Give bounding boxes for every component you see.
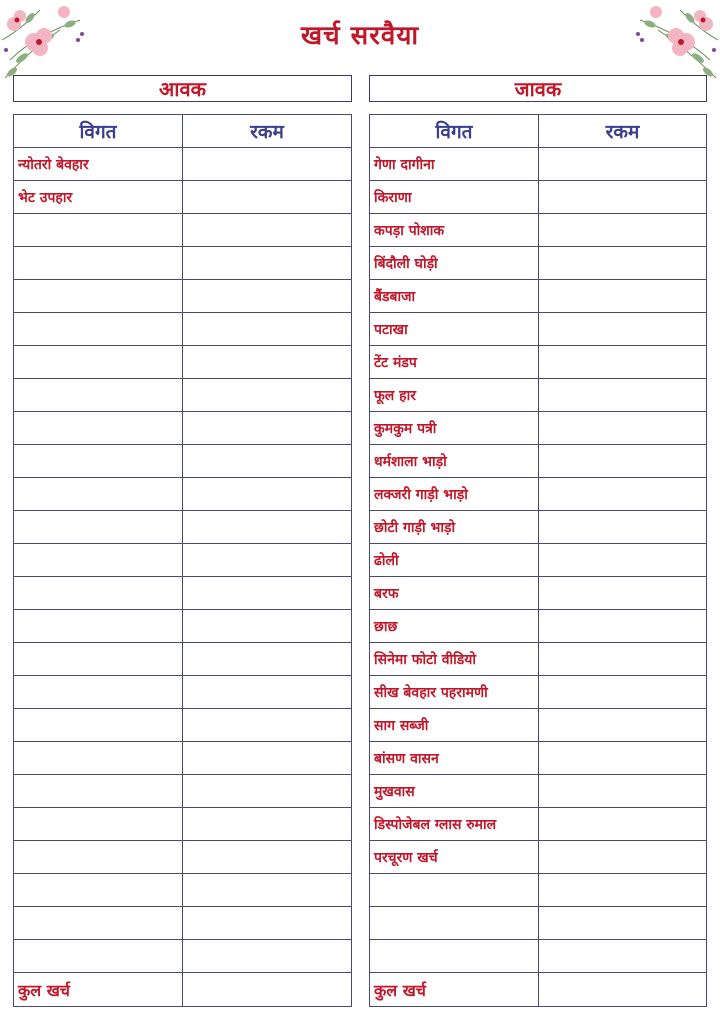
total-label: कुल खर्च bbox=[370, 973, 539, 1007]
amount-cell[interactable] bbox=[539, 445, 707, 478]
table-row bbox=[370, 478, 707, 511]
amount-cell[interactable] bbox=[539, 808, 707, 841]
item-cell[interactable]: बैंडबाजा bbox=[370, 280, 539, 313]
table-row bbox=[14, 544, 352, 577]
table-row bbox=[370, 940, 707, 973]
table-row bbox=[14, 676, 352, 709]
item-cell[interactable]: किराणा bbox=[370, 181, 539, 214]
amount-cell[interactable] bbox=[183, 181, 352, 214]
amount-cell[interactable] bbox=[183, 808, 352, 841]
total-row bbox=[370, 973, 707, 1007]
table-row bbox=[370, 346, 707, 379]
item-cell[interactable] bbox=[14, 676, 183, 709]
table-row bbox=[14, 478, 352, 511]
table-row bbox=[14, 379, 352, 412]
amount-cell[interactable] bbox=[539, 874, 707, 907]
table-row bbox=[14, 841, 352, 874]
amount-cell[interactable] bbox=[539, 940, 707, 973]
amount-cell[interactable] bbox=[539, 313, 707, 346]
table-row bbox=[370, 313, 707, 346]
amount-cell[interactable] bbox=[539, 676, 707, 709]
table-row bbox=[370, 544, 707, 577]
amount-cell[interactable] bbox=[539, 775, 707, 808]
amount-cell[interactable] bbox=[183, 313, 352, 346]
amount-cell[interactable] bbox=[539, 577, 707, 610]
item-cell[interactable]: छाछ bbox=[370, 610, 539, 643]
item-cell[interactable] bbox=[14, 775, 183, 808]
amount-cell[interactable] bbox=[539, 346, 707, 379]
item-cell[interactable] bbox=[14, 379, 183, 412]
amount-cell[interactable] bbox=[539, 907, 707, 940]
table-row bbox=[14, 313, 352, 346]
table-row bbox=[370, 148, 707, 181]
table-row bbox=[14, 808, 352, 841]
table-row bbox=[14, 346, 352, 379]
table-row bbox=[14, 742, 352, 775]
table-row bbox=[370, 280, 707, 313]
table-row bbox=[14, 610, 352, 643]
amount-cell[interactable] bbox=[539, 412, 707, 445]
amount-cell[interactable] bbox=[183, 379, 352, 412]
amount-cell[interactable] bbox=[183, 709, 352, 742]
table-row bbox=[370, 907, 707, 940]
amount-cell[interactable] bbox=[539, 643, 707, 676]
table-row bbox=[370, 742, 707, 775]
table-row bbox=[14, 643, 352, 676]
amount-cell[interactable] bbox=[183, 610, 352, 643]
table-row bbox=[14, 940, 352, 973]
table-row bbox=[370, 181, 707, 214]
item-cell[interactable] bbox=[14, 940, 183, 973]
item-cell[interactable]: सिनेमा फोटो वीडियो bbox=[370, 643, 539, 676]
expense-col-item: विगत bbox=[370, 115, 539, 148]
item-cell[interactable]: टेंट मंडप bbox=[370, 346, 539, 379]
table-row bbox=[14, 181, 352, 214]
item-cell[interactable]: मुखवास bbox=[370, 775, 539, 808]
amount-cell[interactable] bbox=[183, 478, 352, 511]
item-cell[interactable] bbox=[14, 610, 183, 643]
item-cell[interactable] bbox=[14, 346, 183, 379]
table-row bbox=[370, 610, 707, 643]
table-row bbox=[370, 709, 707, 742]
amount-cell[interactable] bbox=[539, 478, 707, 511]
income-heading: आवक bbox=[13, 75, 352, 102]
total-amount-cell[interactable] bbox=[539, 973, 707, 1007]
amount-cell[interactable] bbox=[539, 742, 707, 775]
amount-cell[interactable] bbox=[183, 412, 352, 445]
amount-cell[interactable] bbox=[539, 181, 707, 214]
item-cell[interactable]: ढोली bbox=[370, 544, 539, 577]
table-row bbox=[370, 643, 707, 676]
item-cell[interactable] bbox=[14, 577, 183, 610]
item-cell[interactable]: न्योतरो बेवहार bbox=[14, 148, 183, 181]
amount-cell[interactable] bbox=[183, 148, 352, 181]
item-cell[interactable] bbox=[14, 511, 183, 544]
table-row bbox=[370, 214, 707, 247]
amount-cell[interactable] bbox=[183, 775, 352, 808]
item-cell[interactable] bbox=[14, 907, 183, 940]
amount-cell[interactable] bbox=[183, 577, 352, 610]
amount-cell[interactable] bbox=[539, 280, 707, 313]
amount-cell[interactable] bbox=[183, 280, 352, 313]
table-row bbox=[14, 445, 352, 478]
item-cell[interactable] bbox=[14, 742, 183, 775]
table-row bbox=[14, 280, 352, 313]
item-cell[interactable] bbox=[370, 940, 539, 973]
item-cell[interactable]: परचूरण खर्च bbox=[370, 841, 539, 874]
item-cell[interactable] bbox=[14, 445, 183, 478]
table-row bbox=[14, 775, 352, 808]
item-cell[interactable]: छोटी गाड़ी भाड़ो bbox=[370, 511, 539, 544]
item-cell[interactable]: साग सब्जी bbox=[370, 709, 539, 742]
table-row bbox=[14, 247, 352, 280]
amount-cell[interactable] bbox=[539, 544, 707, 577]
item-cell[interactable]: बांसण वासन bbox=[370, 742, 539, 775]
amount-cell[interactable] bbox=[183, 841, 352, 874]
amount-cell[interactable] bbox=[183, 907, 352, 940]
item-cell[interactable] bbox=[14, 214, 183, 247]
total-row bbox=[14, 973, 352, 1007]
table-row bbox=[370, 775, 707, 808]
expense-col-amount: रकम bbox=[539, 115, 707, 148]
item-cell[interactable]: सीख बेवहार पहरामणी bbox=[370, 676, 539, 709]
item-cell[interactable] bbox=[370, 874, 539, 907]
amount-cell[interactable] bbox=[183, 874, 352, 907]
total-amount-cell[interactable] bbox=[183, 973, 352, 1007]
table-row bbox=[370, 412, 707, 445]
expense-heading: जावक bbox=[369, 75, 707, 102]
amount-cell[interactable] bbox=[539, 247, 707, 280]
page-title: खर्च सरवैया bbox=[300, 21, 420, 51]
item-cell[interactable]: बरफ bbox=[370, 577, 539, 610]
amount-cell[interactable] bbox=[183, 511, 352, 544]
amount-cell[interactable] bbox=[183, 643, 352, 676]
amount-cell[interactable] bbox=[183, 940, 352, 973]
amount-cell[interactable] bbox=[539, 511, 707, 544]
item-cell[interactable] bbox=[14, 808, 183, 841]
item-cell[interactable] bbox=[14, 643, 183, 676]
amount-cell[interactable] bbox=[183, 544, 352, 577]
item-cell[interactable] bbox=[14, 841, 183, 874]
item-cell[interactable]: कुमकुम पत्री bbox=[370, 412, 539, 445]
table-row bbox=[14, 874, 352, 907]
table-row bbox=[370, 577, 707, 610]
amount-cell[interactable] bbox=[183, 214, 352, 247]
amount-cell[interactable] bbox=[183, 445, 352, 478]
table-row bbox=[370, 874, 707, 907]
amount-cell[interactable] bbox=[539, 610, 707, 643]
amount-cell[interactable] bbox=[539, 148, 707, 181]
table-row bbox=[14, 412, 352, 445]
item-cell[interactable] bbox=[14, 313, 183, 346]
item-cell[interactable] bbox=[14, 709, 183, 742]
table-row bbox=[14, 214, 352, 247]
income-table bbox=[13, 114, 352, 1007]
item-cell[interactable] bbox=[14, 544, 183, 577]
item-cell[interactable]: धर्मशाला भाड़ो bbox=[370, 445, 539, 478]
item-cell[interactable] bbox=[14, 478, 183, 511]
amount-cell[interactable] bbox=[183, 676, 352, 709]
amount-cell[interactable] bbox=[539, 841, 707, 874]
expense-table bbox=[369, 114, 707, 1007]
table-row bbox=[14, 907, 352, 940]
item-cell[interactable] bbox=[14, 247, 183, 280]
income-col-item: विगत bbox=[14, 115, 183, 148]
table-row bbox=[14, 709, 352, 742]
amount-cell[interactable] bbox=[183, 247, 352, 280]
table-row bbox=[14, 148, 352, 181]
item-cell[interactable] bbox=[370, 907, 539, 940]
table-row bbox=[370, 511, 707, 544]
table-row bbox=[370, 808, 707, 841]
amount-cell[interactable] bbox=[183, 346, 352, 379]
item-cell[interactable]: कपड़ा पोशाक bbox=[370, 214, 539, 247]
item-cell[interactable]: पटाखा bbox=[370, 313, 539, 346]
item-cell[interactable]: भेट उपहार bbox=[14, 181, 183, 214]
item-cell[interactable] bbox=[14, 412, 183, 445]
item-cell[interactable] bbox=[14, 280, 183, 313]
total-label: कुल खर्च bbox=[14, 973, 183, 1007]
item-cell[interactable]: डिस्पोजेबल ग्लास रुमाल bbox=[370, 808, 539, 841]
table-row bbox=[14, 577, 352, 610]
table-row bbox=[370, 676, 707, 709]
table-row bbox=[370, 379, 707, 412]
amount-cell[interactable] bbox=[539, 214, 707, 247]
amount-cell[interactable] bbox=[539, 379, 707, 412]
item-cell[interactable] bbox=[14, 874, 183, 907]
table-row bbox=[370, 247, 707, 280]
table-row bbox=[370, 445, 707, 478]
item-cell[interactable]: फूल हार bbox=[370, 379, 539, 412]
table-row bbox=[14, 511, 352, 544]
amount-cell[interactable] bbox=[539, 709, 707, 742]
item-cell[interactable]: बिंदौली घोड़ी bbox=[370, 247, 539, 280]
item-cell[interactable]: लक्जरी गाड़ी भाड़ो bbox=[370, 478, 539, 511]
amount-cell[interactable] bbox=[183, 742, 352, 775]
table-row bbox=[370, 841, 707, 874]
item-cell[interactable]: गेणा दागीना bbox=[370, 148, 539, 181]
income-col-amount: रकम bbox=[183, 115, 352, 148]
